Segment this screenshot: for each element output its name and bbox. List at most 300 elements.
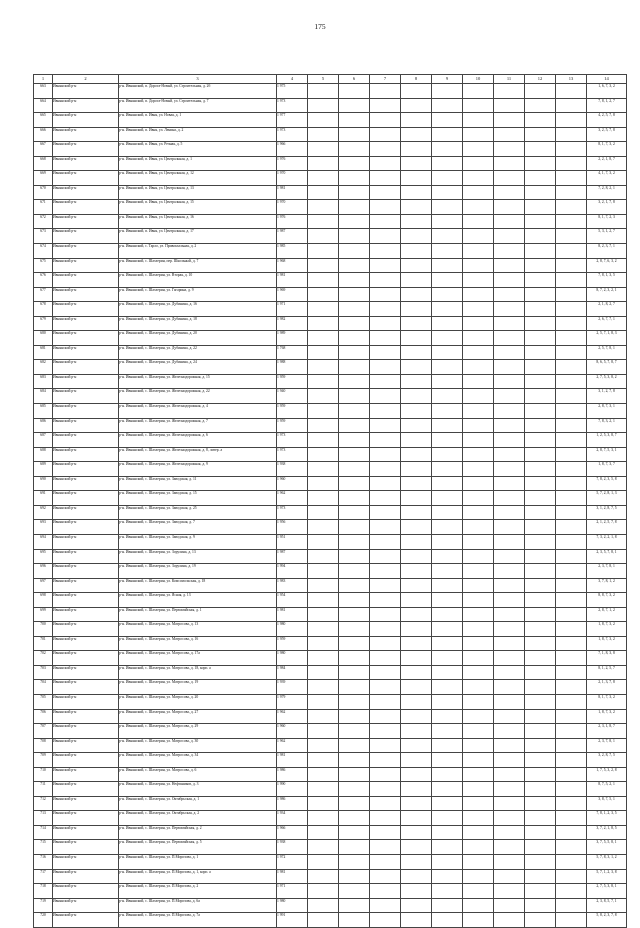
column-header: 14 (587, 75, 627, 84)
empty-cell (525, 200, 556, 215)
empty-cell (370, 854, 401, 869)
empty-cell (401, 884, 432, 899)
empty-cell (525, 636, 556, 651)
empty-cell (463, 854, 494, 869)
address-cell: р-н. Ивнянский, с. Шахзерин, ул. П.Морозова, д. 7а (119, 913, 277, 928)
empty-cell (525, 884, 556, 899)
empty-cell (370, 724, 401, 739)
row-number-cell: 666 (34, 127, 53, 142)
empty-cell (308, 331, 339, 346)
table-row (34, 753, 627, 768)
empty-cell (556, 302, 587, 317)
year-cell: 1 980 (277, 651, 308, 666)
table-row (34, 709, 627, 724)
code-cell: 5, 7, 8, 3, 1, 2 (587, 854, 627, 869)
empty-cell (370, 360, 401, 375)
year-cell: 1 988 (277, 360, 308, 375)
code-cell: 7, 3, 2, 2, 1, 8 (587, 534, 627, 549)
registry-table (33, 74, 627, 928)
empty-cell (401, 724, 432, 739)
code-cell: 2, 8, 7, 1, 2 (587, 607, 627, 622)
code-cell: 1, 8, 7, 3, 7 (587, 462, 627, 477)
empty-cell (556, 622, 587, 637)
empty-cell (525, 214, 556, 229)
empty-cell (556, 811, 587, 826)
empty-cell (463, 258, 494, 273)
empty-cell (401, 127, 432, 142)
empty-cell (401, 840, 432, 855)
district-cell: Ивнянский р-н (53, 418, 119, 433)
address-cell: р-н. Ивнянский, с. Шахзерин, ул. Матросова, д. 20 (119, 694, 277, 709)
year-cell: 1 939 (277, 680, 308, 695)
empty-cell (401, 491, 432, 506)
empty-cell (494, 811, 525, 826)
district-cell: Ивнянский р-н (53, 229, 119, 244)
empty-cell (432, 593, 463, 608)
empty-cell (525, 273, 556, 288)
empty-cell (308, 200, 339, 215)
empty-cell (370, 694, 401, 709)
empty-cell (463, 229, 494, 244)
code-cell: 2, 6, 7, 7, 1 (587, 316, 627, 331)
empty-cell (432, 636, 463, 651)
district-cell: Ивнянский р-н (53, 593, 119, 608)
empty-cell (525, 782, 556, 797)
empty-cell (370, 738, 401, 753)
row-number-cell: 710 (34, 767, 53, 782)
year-cell: 1 938 (277, 462, 308, 477)
empty-cell (370, 753, 401, 768)
table-row (34, 651, 627, 666)
year-cell: 1 973 (277, 505, 308, 520)
empty-cell (339, 622, 370, 637)
address-cell: р-н. Ивнянский, с. Шахзерин, ул. Зорулина, д. 19 (119, 564, 277, 579)
address-cell: р-н. Ивнянский, с. Шахзерин, ул. Зорулина, д. 13 (119, 549, 277, 564)
empty-cell (494, 651, 525, 666)
empty-cell (308, 782, 339, 797)
empty-cell (308, 462, 339, 477)
empty-cell (463, 476, 494, 491)
empty-cell (308, 84, 339, 99)
address-cell: р-н. Ивнянский, с. Шахзерин, ул. Вторая, д. 10 (119, 273, 277, 288)
empty-cell (494, 447, 525, 462)
empty-cell (556, 884, 587, 899)
row-number-cell: 682 (34, 360, 53, 375)
table-row (34, 811, 627, 826)
code-cell: 8, 1, 7, 3, 2 (587, 694, 627, 709)
table-row (34, 127, 627, 142)
empty-cell (308, 142, 339, 157)
row-number-cell: 678 (34, 302, 53, 317)
empty-cell (525, 142, 556, 157)
table-row (34, 578, 627, 593)
empty-cell (370, 811, 401, 826)
empty-cell (556, 316, 587, 331)
code-cell: 8, 1, 7, 2, 3 (587, 214, 627, 229)
column-header: 2 (53, 75, 119, 84)
table-row (34, 302, 627, 317)
empty-cell (494, 738, 525, 753)
empty-cell (308, 665, 339, 680)
empty-cell (339, 258, 370, 273)
empty-cell (401, 258, 432, 273)
row-number-cell: 681 (34, 345, 53, 360)
empty-cell (308, 418, 339, 433)
address-cell: р-н. Ивнянский, с. Шахзерин, ул. Дубинина, д. 18 (119, 316, 277, 331)
row-number-cell: 675 (34, 258, 53, 273)
page-number: 175 (314, 22, 326, 31)
empty-cell (401, 607, 432, 622)
empty-cell (494, 462, 525, 477)
address-cell: р-н. Ивнянский, п. Ивня, ул. Центральная, д. 12 (119, 171, 277, 186)
empty-cell (525, 418, 556, 433)
empty-cell (494, 229, 525, 244)
row-number-cell: 700 (34, 622, 53, 637)
empty-cell (308, 825, 339, 840)
address-cell: р-н. Ивнянский, с. Шахзерин, ул. Железнодорожная, д. 7 (119, 418, 277, 433)
empty-cell (463, 564, 494, 579)
district-cell: Ивнянский р-н (53, 724, 119, 739)
empty-cell (339, 127, 370, 142)
empty-cell (339, 447, 370, 462)
empty-cell (370, 185, 401, 200)
empty-cell (556, 767, 587, 782)
empty-cell (556, 433, 587, 448)
empty-cell (308, 229, 339, 244)
empty-cell (432, 433, 463, 448)
empty-cell (339, 302, 370, 317)
empty-cell (432, 345, 463, 360)
empty-cell (339, 360, 370, 375)
table-row (34, 98, 627, 113)
table-row (34, 476, 627, 491)
code-cell: 1, 7, 5, 3, 2, 8 (587, 767, 627, 782)
empty-cell (494, 142, 525, 157)
empty-cell (401, 418, 432, 433)
empty-cell (556, 113, 587, 128)
empty-cell (308, 302, 339, 317)
code-cell: 3, 7, 5, 5, 8, 1 (587, 840, 627, 855)
empty-cell (432, 447, 463, 462)
empty-cell (556, 142, 587, 157)
district-cell: Ивнянский р-н (53, 331, 119, 346)
table-row (34, 534, 627, 549)
empty-cell (339, 171, 370, 186)
district-cell: Ивнянский р-н (53, 156, 119, 171)
row-number-cell: 695 (34, 549, 53, 564)
empty-cell (401, 636, 432, 651)
empty-cell (494, 389, 525, 404)
empty-cell (308, 753, 339, 768)
empty-cell (494, 171, 525, 186)
empty-cell (525, 724, 556, 739)
empty-cell (494, 404, 525, 419)
district-cell: Ивнянский р-н (53, 869, 119, 884)
empty-cell (463, 869, 494, 884)
address-cell: р-н. Ивнянский, п. Ивня, ул. Речная, д. 5 (119, 142, 277, 157)
empty-cell (308, 636, 339, 651)
empty-cell (463, 433, 494, 448)
empty-cell (339, 345, 370, 360)
row-number-cell: 669 (34, 171, 53, 186)
code-cell: 7, 8, 2, 3, 5, 8 (587, 476, 627, 491)
empty-cell (339, 244, 370, 259)
empty-cell (432, 229, 463, 244)
empty-cell (432, 374, 463, 389)
empty-cell (370, 229, 401, 244)
address-cell: р-н. Ивнянский, с. Шахзерин, ул. Заводская, д. 25 (119, 505, 277, 520)
empty-cell (401, 244, 432, 259)
column-header: 4 (277, 75, 308, 84)
empty-cell (463, 404, 494, 419)
year-cell: 1 962 (277, 709, 308, 724)
empty-cell (339, 534, 370, 549)
table-row (34, 244, 627, 259)
empty-cell (401, 753, 432, 768)
empty-cell (432, 476, 463, 491)
empty-cell (401, 374, 432, 389)
empty-cell (463, 898, 494, 913)
year-cell: 1 962 (277, 491, 308, 506)
empty-cell (556, 244, 587, 259)
district-cell: Ивнянский р-н (53, 360, 119, 375)
empty-cell (308, 505, 339, 520)
district-cell: Ивнянский р-н (53, 564, 119, 579)
address-cell: р-н. Ивнянский, с. Шахзерин, ул. Заводская, д. 9 (119, 534, 277, 549)
address-cell: р-н. Ивнянский, с. Шахзерин, ул. Октябрьская, д. 1 (119, 796, 277, 811)
empty-cell (432, 273, 463, 288)
code-cell: 2, 3, 1, 8, 7 (587, 724, 627, 739)
empty-cell (401, 651, 432, 666)
empty-cell (463, 360, 494, 375)
empty-cell (525, 694, 556, 709)
empty-cell (401, 433, 432, 448)
empty-cell (308, 709, 339, 724)
empty-cell (463, 302, 494, 317)
empty-cell (432, 491, 463, 506)
empty-cell (494, 360, 525, 375)
empty-cell (556, 782, 587, 797)
empty-cell (339, 709, 370, 724)
code-cell: 8, 7, 2, 3, 2, 1 (587, 287, 627, 302)
district-cell: Ивнянский р-н (53, 433, 119, 448)
row-number-cell: 701 (34, 636, 53, 651)
empty-cell (494, 840, 525, 855)
year-cell: 1 984 (277, 665, 308, 680)
empty-cell (432, 113, 463, 128)
address-cell: р-н. Ивнянский, п. Ивня, ул. Центральная, д. 13 (119, 185, 277, 200)
empty-cell (556, 447, 587, 462)
year-cell: 1 956 (277, 520, 308, 535)
empty-cell (370, 113, 401, 128)
empty-cell (494, 564, 525, 579)
empty-cell (525, 840, 556, 855)
empty-cell (556, 331, 587, 346)
year-cell: 1 768 (277, 345, 308, 360)
empty-cell (525, 433, 556, 448)
empty-cell (432, 462, 463, 477)
empty-cell (339, 505, 370, 520)
year-cell: 1 938 (277, 840, 308, 855)
empty-cell (370, 549, 401, 564)
empty-cell (463, 738, 494, 753)
row-number-cell: 699 (34, 607, 53, 622)
row-number-cell: 670 (34, 185, 53, 200)
code-cell: 2, 7, 5, 3, 8, 2 (587, 374, 627, 389)
empty-cell (525, 898, 556, 913)
empty-cell (463, 796, 494, 811)
table-row (34, 622, 627, 637)
empty-cell (525, 796, 556, 811)
empty-cell (463, 418, 494, 433)
empty-cell (494, 127, 525, 142)
empty-cell (525, 869, 556, 884)
district-cell: Ивнянский р-н (53, 302, 119, 317)
address-cell: р-н. Ивнянский, п. Дорога-Новый, ул. Строительная, д. 2б (119, 84, 277, 99)
column-header: 10 (463, 75, 494, 84)
row-number-cell: 714 (34, 825, 53, 840)
empty-cell (432, 258, 463, 273)
empty-cell (339, 476, 370, 491)
empty-cell (370, 84, 401, 99)
code-cell: 1, 8, 7, 3, 2 (587, 622, 627, 637)
column-number-row (34, 75, 627, 84)
table-row (34, 374, 627, 389)
address-cell: р-н. Ивнянский, с. Шахзерин, ул. Дубинина, д. 20 (119, 331, 277, 346)
code-cell: 2, 5, 7, 8, 1 (587, 345, 627, 360)
year-cell: 1 981 (277, 869, 308, 884)
empty-cell (308, 869, 339, 884)
row-number-cell: 711 (34, 782, 53, 797)
empty-cell (308, 578, 339, 593)
empty-cell (556, 404, 587, 419)
year-cell: 1 975 (277, 84, 308, 99)
row-number-cell: 696 (34, 564, 53, 579)
empty-cell (525, 622, 556, 637)
empty-cell (401, 389, 432, 404)
empty-cell (432, 694, 463, 709)
code-cell: 2, 8, 7, 3, 1 (587, 404, 627, 419)
empty-cell (463, 505, 494, 520)
year-cell: 1 934 (277, 811, 308, 826)
empty-cell (556, 491, 587, 506)
empty-cell (370, 636, 401, 651)
empty-cell (463, 447, 494, 462)
empty-cell (525, 767, 556, 782)
empty-cell (401, 593, 432, 608)
empty-cell (370, 680, 401, 695)
empty-cell (370, 564, 401, 579)
address-cell: р-н. Ивнянский, с. Шахзерин, ул. Дубинина, д. 22 (119, 345, 277, 360)
district-cell: Ивнянский р-н (53, 462, 119, 477)
year-cell: 1 994 (277, 564, 308, 579)
empty-cell (370, 898, 401, 913)
empty-cell (432, 825, 463, 840)
row-number-cell: 674 (34, 244, 53, 259)
district-cell: Ивнянский р-н (53, 520, 119, 535)
empty-cell (463, 636, 494, 651)
empty-cell (308, 113, 339, 128)
empty-cell (401, 782, 432, 797)
empty-cell (494, 753, 525, 768)
empty-cell (432, 854, 463, 869)
empty-cell (432, 680, 463, 695)
empty-cell (432, 782, 463, 797)
address-cell: р-н. Ивнянский, с. Шахзерин, ул. Гагарина, д. 9 (119, 287, 277, 302)
empty-cell (494, 622, 525, 637)
table-row (34, 724, 627, 739)
empty-cell (339, 287, 370, 302)
row-number-cell: 697 (34, 578, 53, 593)
table-row (34, 84, 627, 99)
empty-cell (308, 607, 339, 622)
empty-cell (401, 854, 432, 869)
row-number-cell: 692 (34, 505, 53, 520)
empty-cell (463, 462, 494, 477)
empty-cell (525, 709, 556, 724)
empty-cell (494, 767, 525, 782)
row-number-cell: 705 (34, 694, 53, 709)
empty-cell (432, 869, 463, 884)
empty-cell (308, 534, 339, 549)
column-header: 3 (119, 75, 277, 84)
district-cell: Ивнянский р-н (53, 578, 119, 593)
district-cell: Ивнянский р-н (53, 316, 119, 331)
code-cell: 3, 8, 7, 5, 1 (587, 796, 627, 811)
empty-cell (525, 404, 556, 419)
row-number-cell: 716 (34, 854, 53, 869)
address-cell: р-н. Ивнянский, с. Шахзерин, ул. Железнодорожная, д. 4 (119, 404, 277, 419)
row-number-cell: 706 (34, 709, 53, 724)
district-cell: Ивнянский р-н (53, 665, 119, 680)
code-cell: 2, 1, 8, 2, 7 (587, 302, 627, 317)
year-cell: 1 977 (277, 113, 308, 128)
table-row (34, 142, 627, 157)
table-row (34, 869, 627, 884)
empty-cell (556, 389, 587, 404)
table-row (34, 898, 627, 913)
empty-cell (494, 796, 525, 811)
address-cell: р-н. Ивнянский, с. Шахзерин, ул. Матросова, д. 19 (119, 680, 277, 695)
code-cell: 1, 2, 5, 3, 8, 7 (587, 433, 627, 448)
empty-cell (339, 782, 370, 797)
empty-cell (494, 156, 525, 171)
empty-cell (339, 214, 370, 229)
empty-cell (494, 273, 525, 288)
empty-cell (370, 767, 401, 782)
code-cell: 5, 3, 1, 2, 7 (587, 229, 627, 244)
code-cell: 2, 1, 2, 5, 7, 8 (587, 520, 627, 535)
empty-cell (401, 622, 432, 637)
empty-cell (463, 98, 494, 113)
row-number-cell: 663 (34, 84, 53, 99)
empty-cell (463, 782, 494, 797)
empty-cell (370, 622, 401, 637)
empty-cell (525, 854, 556, 869)
empty-cell (525, 229, 556, 244)
address-cell: р-н. Ивнянский, с. Шахзерин, ул. Матросова, д. 34 (119, 753, 277, 768)
empty-cell (339, 811, 370, 826)
empty-cell (370, 796, 401, 811)
empty-cell (494, 578, 525, 593)
empty-cell (401, 447, 432, 462)
empty-cell (432, 578, 463, 593)
district-cell: Ивнянский р-н (53, 840, 119, 855)
district-cell: Ивнянский р-н (53, 142, 119, 157)
row-number-cell: 664 (34, 98, 53, 113)
empty-cell (339, 636, 370, 651)
year-cell: 1 959 (277, 374, 308, 389)
